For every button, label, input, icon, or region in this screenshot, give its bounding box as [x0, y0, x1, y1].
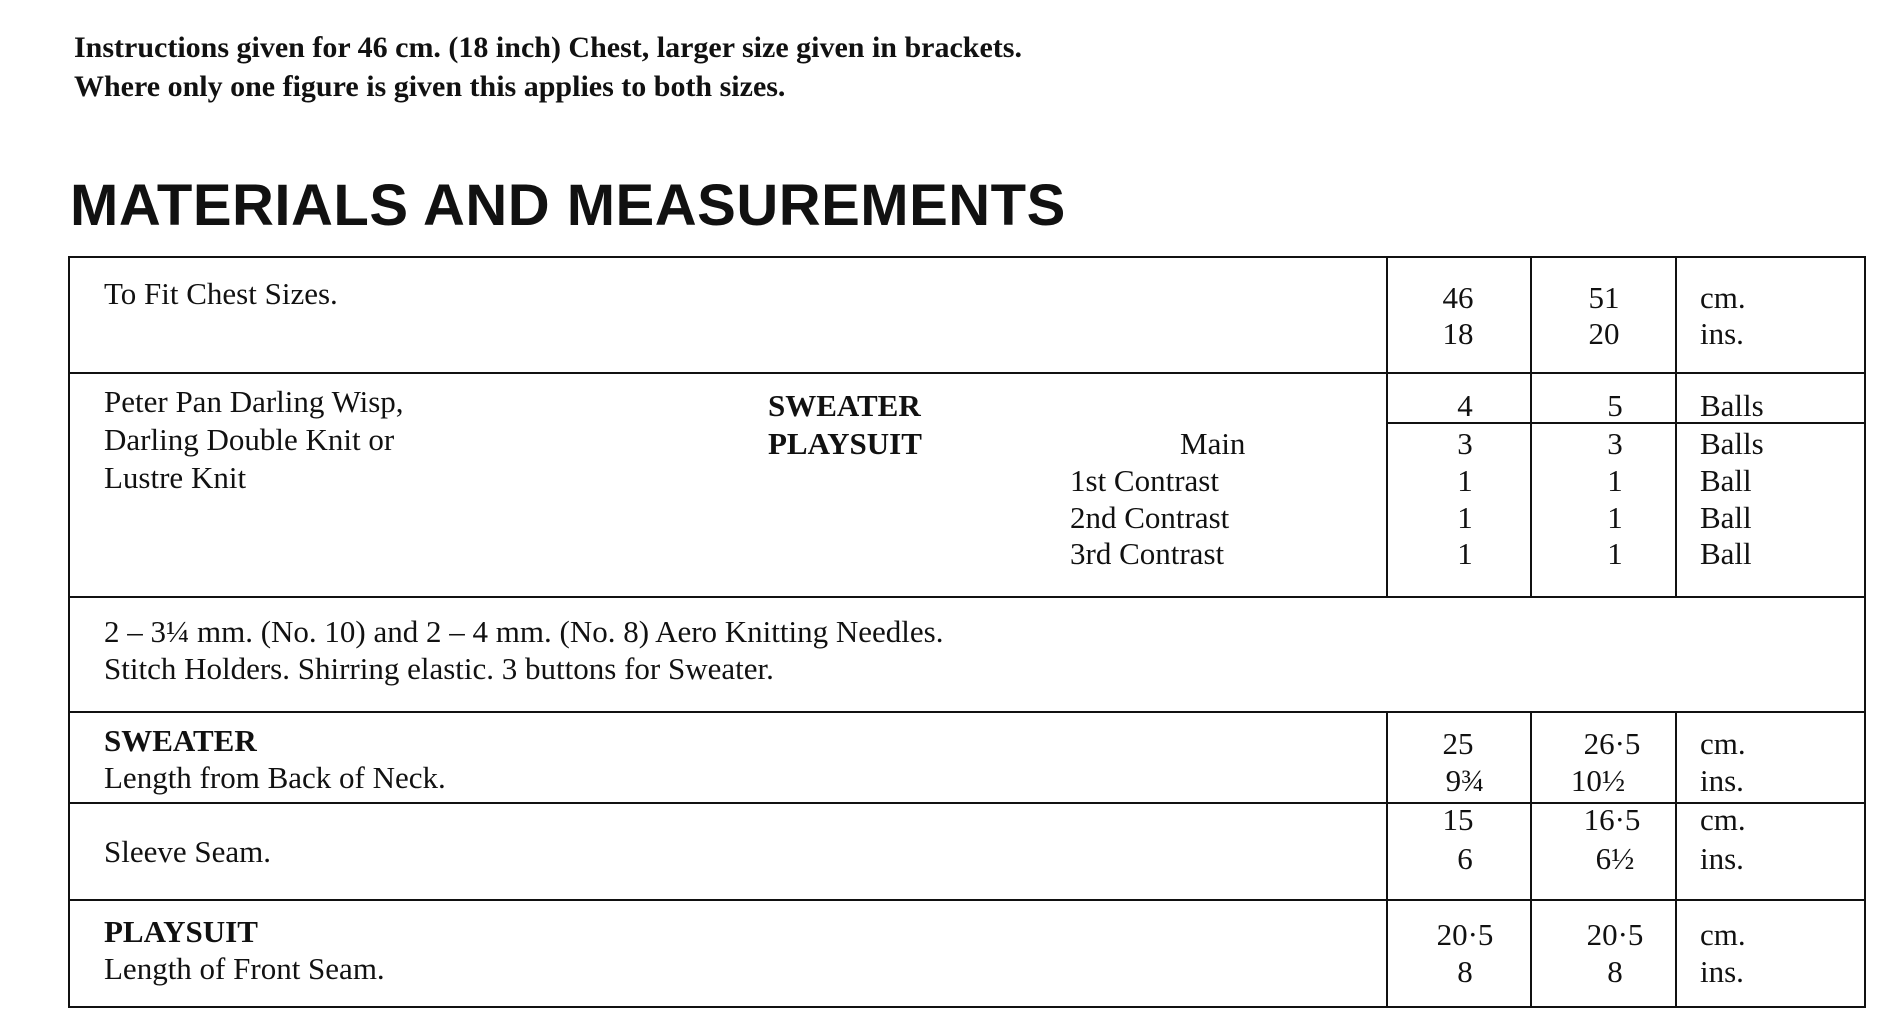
front-seam-label: Length of Front Seam.: [104, 951, 385, 986]
row-divider: [70, 711, 1864, 713]
yarn-qty-small: 3: [1457, 426, 1473, 461]
sweater-length-unit-cm: cm.: [1700, 726, 1746, 761]
yarn-qty-small: 1: [1457, 463, 1473, 498]
front-seam-unit-cm: cm.: [1700, 917, 1746, 952]
intro-text: [74, 28, 1022, 106]
sweater-length-small-ins: 9¾: [1445, 763, 1485, 798]
col-divider: [1530, 711, 1532, 1008]
yarn-qty-small: 4: [1457, 388, 1473, 423]
yarn-qty-large: 1: [1607, 500, 1623, 535]
yarn-unit: Balls: [1700, 426, 1764, 461]
front-seam-unit-ins: ins.: [1700, 954, 1744, 989]
chest-size-large-cm: 51: [1588, 280, 1620, 315]
col-divider: [1386, 711, 1388, 1008]
yarn-unit: Ball: [1700, 463, 1752, 498]
intro-line-2: Where only one figure is given this applies to both sizes.: [74, 70, 786, 103]
yarn-qty-small: 1: [1457, 500, 1473, 535]
yarn-qty-large: 3: [1607, 426, 1623, 461]
sleeve-unit-cm: cm.: [1700, 802, 1746, 837]
chest-unit-ins: ins.: [1700, 316, 1744, 351]
materials-table: [68, 256, 1866, 1008]
row-divider: [70, 372, 1864, 374]
intro-line-1: Instructions given for 46 cm. (18 inch) Chest, larger size given in brackets.: [74, 31, 1022, 64]
sweater-length-large-cm: 26·5: [1583, 726, 1641, 761]
sweater-length-unit-ins: ins.: [1700, 763, 1744, 798]
sleeve-large-ins: 6½: [1595, 841, 1635, 876]
sweater-title: SWEATER: [104, 723, 257, 758]
front-seam-small-cm: 20·5: [1436, 917, 1494, 952]
yarn-contrast-1-label: 1st Contrast: [1070, 463, 1219, 498]
yarn-line-2: Darling Double Knit or: [104, 422, 395, 457]
sleeve-seam-label: Sleeve Seam.: [104, 834, 272, 869]
yarn-qty-large: 1: [1607, 463, 1623, 498]
yarn-line-3: Lustre Knit: [104, 460, 247, 495]
yarn-line-1: Peter Pan Darling Wisp,: [104, 384, 404, 419]
yarn-playsuit-label: PLAYSUIT: [768, 426, 922, 461]
sleeve-small-ins: 6: [1457, 841, 1473, 876]
yarn-qty-large: 5: [1607, 388, 1623, 423]
yarn-unit: Ball: [1700, 536, 1752, 571]
col-divider: [1530, 258, 1532, 596]
col-divider: [1675, 711, 1677, 1008]
chest-size-large-ins: 20: [1588, 316, 1620, 351]
yarn-contrast-3-label: 3rd Contrast: [1070, 536, 1225, 571]
chest-label: To Fit Chest Sizes.: [104, 276, 338, 311]
chest-size-small-cm: 46: [1442, 280, 1474, 315]
sleeve-small-cm: 15: [1442, 802, 1474, 837]
yarn-sweater-label: SWEATER: [768, 388, 921, 423]
yarn-main-label: Main: [1180, 426, 1246, 461]
front-seam-large-ins: 8: [1607, 954, 1623, 989]
needles-line-1: 2 – 3¼ mm. (No. 10) and 2 – 4 mm. (No. 8) Aero Knitting Needles.: [104, 614, 944, 649]
needles-line-2: Stitch Holders. Shirring elastic. 3 buttons for Sweater.: [104, 651, 774, 686]
front-seam-small-ins: 8: [1457, 954, 1473, 989]
sleeve-unit-ins: ins.: [1700, 841, 1744, 876]
col-divider: [1675, 258, 1677, 596]
yarn-unit: Balls: [1700, 388, 1764, 423]
sweater-length-label: Length from Back of Neck.: [104, 760, 446, 795]
sleeve-large-cm: 16·5: [1583, 802, 1641, 837]
front-seam-large-cm: 20·5: [1586, 917, 1644, 952]
chest-unit-cm: cm.: [1700, 280, 1746, 315]
col-divider: [1386, 258, 1388, 596]
page-title: MATERIALS AND MEASUREMENTS: [70, 173, 1066, 238]
yarn-unit: Ball: [1700, 500, 1752, 535]
yarn-qty-small: 1: [1457, 536, 1473, 571]
yarn-qty-large: 1: [1607, 536, 1623, 571]
sweater-length-large-ins: 10½: [1570, 763, 1626, 798]
row-divider: [70, 899, 1864, 901]
yarn-contrast-2-label: 2nd Contrast: [1070, 500, 1230, 535]
sweater-length-small-cm: 25: [1442, 726, 1474, 761]
chest-size-small-ins: 18: [1442, 316, 1474, 351]
row-divider: [70, 596, 1864, 598]
playsuit-title: PLAYSUIT: [104, 914, 258, 949]
